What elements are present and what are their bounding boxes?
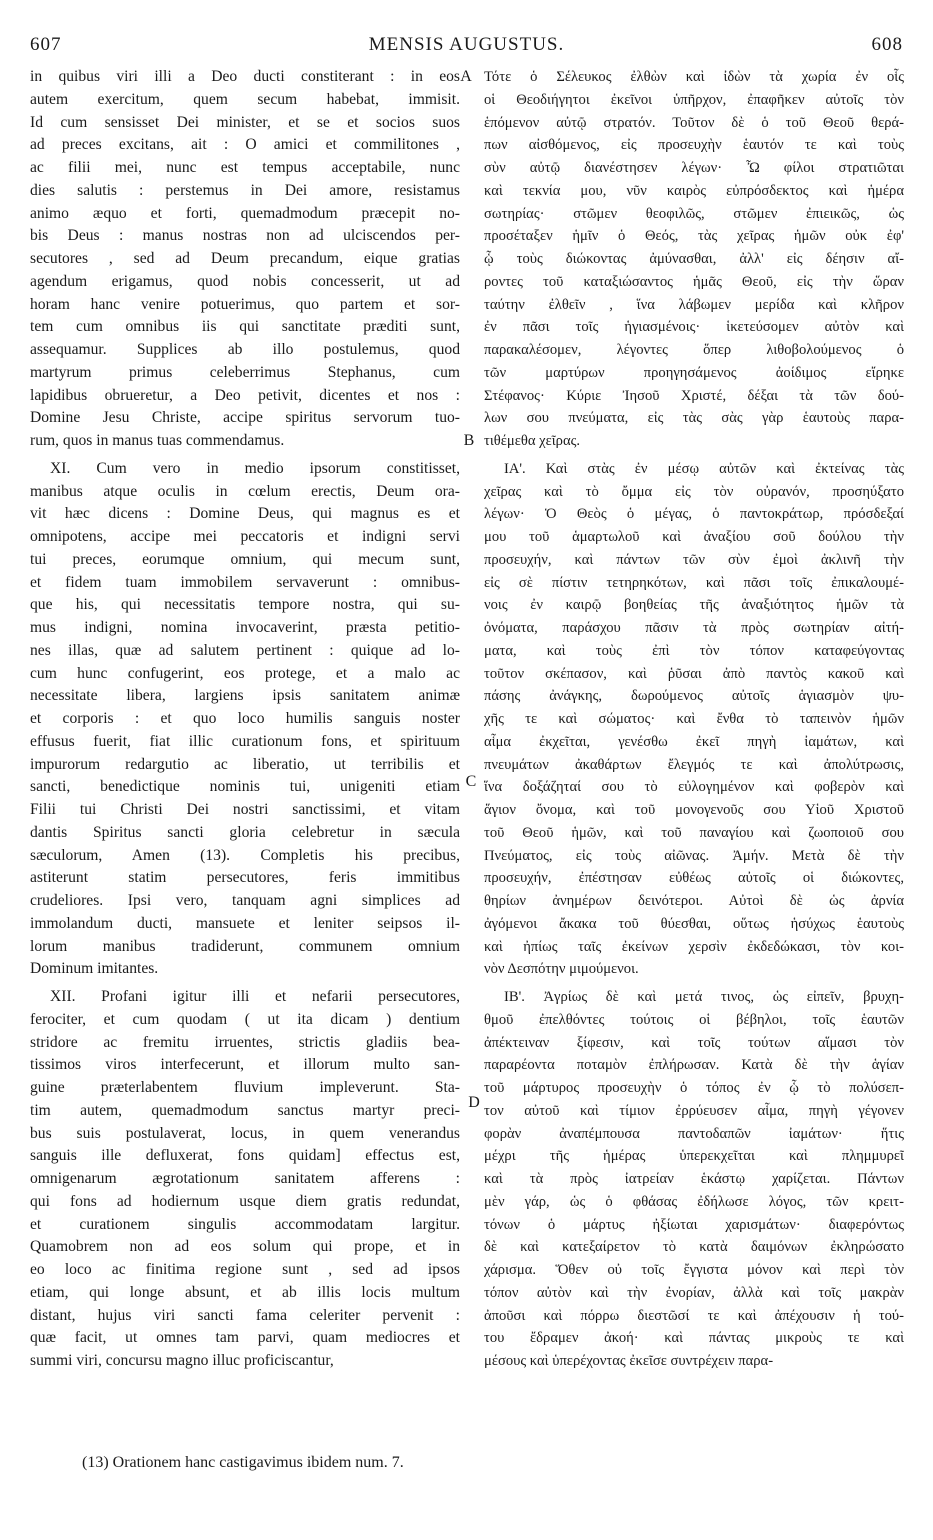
- text-line: νὸν Δεσπότην μιμούμενοι.: [484, 961, 639, 978]
- text-line: martyrum primus celeberrimus Stephanus, cum: [30, 363, 460, 381]
- text-line: crudeliores. Ipsi vero, tanquam agni simplices ad: [30, 892, 460, 909]
- text-line: XII. Profani igitur illi et nefarii persecutores,: [50, 988, 460, 1005]
- text-line: πνευμάτων ἀκαθάρτων ἔλεγμός τε καὶ ἀπολύτρωσις,: [484, 756, 904, 773]
- text-line: eo loco ac finitima regione sunt , sed ad ipsos: [30, 1261, 460, 1278]
- text-line: ταύτην ἐλθεῖν , ἵνα λάβωμεν μερίδα καὶ κλῆρον: [484, 296, 904, 313]
- text-line: προσευχήν, καὶ πάντων τῶν σὺν ἐμοὶ ἀκλινῆ τὴν: [484, 551, 904, 568]
- text-line: autem exercitum, quem secum habebat, immisit.: [30, 90, 460, 108]
- text-line: παρακαλέσομεν, λέγοντες ὅπερ λιθοβολούμενος ὁ: [484, 342, 904, 358]
- text-line: νοις ἐν καιρῷ βοηθείας τῆς ἀναξιότητος ἡμῶν τὰ: [484, 597, 904, 614]
- text-line: astiterunt statim persecutores, feris immitibus: [30, 869, 460, 887]
- text-line: παραρέοντα ποταμὸν ἐπλήρωσαν. Κατὰ δὲ τὴν ἁγίαν: [484, 1057, 904, 1074]
- text-line: Στέφανος· Κύριε Ἰησοῦ Χριστέ, δέξαι τὰ τῶν δού-: [484, 387, 904, 404]
- text-line: μὲν γάρ, ὡς ὁ φθάσας ἐδήλωσε λόγος, τῶν κρειτ-: [484, 1193, 904, 1210]
- text-line: ἀπέκτειναν ξίφεσιν, καὶ τοῖς τούτων αἵμασι τὸν: [484, 1034, 904, 1051]
- greek-column: [484, 66, 904, 1373]
- text-line: tim autem, quemadmodum sanctus martyr preci-: [30, 1101, 460, 1119]
- text-line: ροντες τοῦ καταξιώσαντος ἡμᾶς Θεοῦ, εἰς τὴν ὥραν: [484, 273, 904, 290]
- text-line: sæculorum, Amen (13). Completis his precibus,: [30, 846, 460, 864]
- text-line: τῶν μαρτύρων προηγησάμενος ἀοίδιμος εἴρηκε: [484, 364, 904, 381]
- text-line: impurorum redargutio ac liberatio, ut terribilis et: [30, 755, 460, 773]
- text-line: ΙΑ'. Καὶ στὰς ἐν μέσῳ αὐτῶν καὶ ἐκτείνας τὰς: [504, 460, 904, 477]
- text-line: lorum manibus tradiderunt, communem omnium: [30, 937, 460, 955]
- text-line: χάρισμα. Ὅθεν οὐ τοῖς ἔγγιστα μόνον καὶ περὶ τὸν: [484, 1262, 904, 1278]
- text-line: θηρίων ἀνημέρων δεινότεροι. Αὐτοὶ δὲ ὡς ἀρνία: [484, 893, 904, 909]
- text-line: τον αὐτοῦ καὶ τίμιον ἐρρύευσεν αἷμα, πηγὴ γέγονεν: [484, 1102, 904, 1119]
- text-line: λων σου πνεύματα, εἰς τὰς σὰς γὰρ ἑαυτοὺς παρα-: [484, 410, 904, 427]
- text-line: summi viri, concursu magno illuc proficiscantur,: [30, 1352, 334, 1369]
- text-line: ματα, καὶ τοὺς ἐπὶ τὸν τόπον καταφεύγοντας: [484, 642, 904, 659]
- margin-marker-c: C: [465, 773, 477, 790]
- text-line: τοῦτον σκέπασον, καὶ ῥῦσαι ἀπὸ παντὸς κακοῦ καὶ: [484, 665, 904, 682]
- text-line: distant, hujus viri sancti fama celeriter pervenit :: [30, 1306, 460, 1324]
- text-line: agendum erigamus, quod nobis concesserit, ut ad: [30, 272, 460, 290]
- text-line: ἐν πᾶσι τοῖς ἡγιασμένοις· ἱκετεύσομεν αὐτὸν καὶ: [484, 319, 904, 336]
- text-line: omnipotens, accipe mei peccatoris et indigni servi: [30, 528, 460, 545]
- text-line: que his, qui necessitatis tempore nostra, qui su-: [30, 596, 460, 614]
- text-line: τόνων ὁ μάρτυς ἠξίωται χαρισμάτων· διαφερόντως: [484, 1216, 904, 1233]
- text-line: ἀποῦσι καὶ πόρρω διεστῶσί τε καὶ ἀπέχουσιν ἡ τού-: [484, 1307, 904, 1324]
- text-line: vit hæc dicens : Domine Deus, qui magnus es et: [30, 505, 460, 523]
- text-line: ἅγιον ὄνομα, καὶ τοῦ μονογενοῦς σου Υἱοῦ Χριστοῦ: [484, 802, 904, 818]
- text-line: assequamur. Supplices ab illo postulemus, quod: [30, 341, 460, 358]
- text-line: qui fons ad hodiernum usque diem gratis redundat,: [30, 1192, 460, 1210]
- latin-column: [30, 66, 460, 1373]
- text-line: λέγων· Ὁ Θεὸς ὁ μέγας, ὁ παντοκράτωρ, πρόσδεξαί: [484, 506, 904, 523]
- text-line: secutores , sed ad Deum precandum, eique gratias: [30, 250, 460, 267]
- text-line: ὀνόματα, παράσχου πᾶσιν τὰ πρὸς σωτηρίαν αἰτή-: [484, 620, 904, 636]
- text-line: προσευχήν, ἐπέστησαν εὐθέως αὐτοῖς οἱ διώκοντες,: [484, 870, 904, 887]
- text-line: Τότε ὁ Σέλευκος ἐλθὼν καὶ ἰδὼν τὰ χωρία ἐν οἷς: [484, 69, 904, 85]
- margin-marker-d: D: [468, 1094, 480, 1111]
- text-line: εἰς σὲ πίστιν τετηρηκότων, καὶ πᾶσι τοῖς ἐπικαλουμέ-: [484, 574, 904, 591]
- text-line: θμοῦ ἐπελθόντες τούτοις οἱ βέβηλοι, τοῖς ἑαυτῶν: [484, 1011, 904, 1028]
- text-line: ΙΒ'. Ἀγρίως δὲ καὶ μετά τινος, ὡς εἰπεῖν, βρυχη-: [504, 989, 904, 1005]
- text-line: πάσης ἀνάγκης, δωρούμενος αὐτοῖς ἁγιασμὸν ψυ-: [484, 688, 904, 705]
- text-line: sancti, benedictique nominis tui, unigeniti etiam: [30, 778, 460, 796]
- text-line: omnigenarum ægrotationum sanitatem afferens :: [30, 1170, 460, 1187]
- text-line: dantis Spiritus sancti gloria celebretur in sæcula: [30, 823, 460, 841]
- text-line: τοῦ Θεοῦ ἡμῶν, καὶ τοῦ παναγίου καὶ ζωοποιοῦ σου: [484, 824, 904, 841]
- running-head: [30, 34, 903, 58]
- text-line: ἀγόμενοι ἄκακα τοῦ θύεσθαι, οὕτως ἡσύχως ἑαυτοὺς: [484, 915, 904, 932]
- text-line: Quamobrem non ad eos solum qui prope, et in: [30, 1238, 460, 1256]
- text-line: immolandum ducti, mansuete et leniter seipsos il-: [30, 914, 460, 932]
- text-line: tui preces, eorumque omnium, qui mecum sunt,: [30, 550, 460, 568]
- text-line: et curationem singulis accommodatam largitur.: [30, 1215, 460, 1233]
- text-line: guine præterlabentem fluvium impleverunt. Sta-: [30, 1079, 460, 1096]
- page-number-left: 607: [30, 34, 62, 55]
- text-line: μέχρι τῆς ἡμέρας ὑπερεκχεῖται καὶ πλημμυρεῖ: [484, 1148, 904, 1165]
- margin-marker-b: B: [463, 432, 475, 449]
- margin-marker-a: A: [460, 68, 472, 85]
- text-line: σὺν αὐτῷ διανέστησεν λέγων· Ὦ φίλοι στρατιῶται: [484, 160, 904, 176]
- text-line: ᾧ τοὺς διώκοντας ἀμύνασθαι, ἀλλ' εἰς δέησιν αἴ-: [484, 251, 904, 267]
- text-line: Πνεύματος, εἰς τοὺς αἰῶνας. Ἀμήν. Μετὰ δὲ τὴν: [484, 847, 904, 864]
- text-line: Dominum imitantes.: [30, 960, 159, 978]
- text-line: Filii tui Christi Dei nostri sanctissimi, et vitam: [30, 801, 460, 818]
- text-line: Id cum sensisset Dei minister, et se et socios suos: [30, 113, 460, 131]
- text-line: quæ facit, ut omnes tam parvi, quam mediocres et: [30, 1329, 460, 1347]
- text-line: καὶ τὰ πρὸς ἰατρείαν ἑκάστῳ χαρίζεται. Πάντων: [484, 1171, 904, 1187]
- text-line: stridore ac fremitu irruentes, strictis gladiis bea-: [30, 1033, 460, 1051]
- text-line: τοῦ μάρτυρος προσευχὴν ὁ τόπος ἐν ᾧ τὸ πολύσεπ-: [484, 1080, 904, 1096]
- text-line: XI. Cum vero in medio ipsorum constitisset,: [50, 459, 460, 477]
- text-line: φορὰν ἀναπέμπουσα παντοδαπῶν ἰαμάτων· ἥτις: [484, 1125, 904, 1142]
- page-title: MENSIS AUGUSTUS.: [368, 34, 565, 55]
- text-line: bis Deus : manus nostras non ad ulciscendos per-: [30, 227, 460, 245]
- text-line: χῆς τε καὶ σώματος· καὶ ἔνθα τὸ ταπεινὸν ἡμῶν: [484, 711, 904, 727]
- text-line: μέσους καὶ ὑπερέχοντας ἐκεῖσε συντρέχειν παρα-: [484, 1353, 774, 1369]
- text-line: μου τοῦ ἁμαρτωλοῦ καὶ ἀναξίου σοῦ δούλου τὴν: [484, 529, 904, 545]
- text-line: et corporis : et quo loco humilis sanguis noster: [30, 710, 460, 727]
- text-line: ac filii mei, nunc est tempus acceptabile, nunc: [30, 159, 460, 176]
- text-line: rum, quos in manus tuas commendamus.: [30, 432, 285, 449]
- text-line: Domine Jesu Christe, accipe spiritus servorum tuo-: [30, 409, 460, 427]
- text-line: lapidibus obrueretur, a Deo petivit, dicentes et nos :: [30, 386, 460, 404]
- text-line: cum hunc confugerint, eos protege, et a malo ac: [30, 664, 460, 682]
- text-line: καὶ τεκνία μου, νῦν καιρὸς εὐπρόσδεκτος καὶ ἡμέρα: [484, 182, 904, 199]
- page-number-right: 608: [871, 34, 903, 55]
- text-line: οἱ Θεοδιήγητοι ἐκεῖνοι ὑπῆρχον, ἐπαφῆκεν αὐτοῖς τὸν: [484, 91, 904, 108]
- text-line: in quibus viri illi a Deo ducti constiterant : in eos: [30, 68, 460, 85]
- text-line: δὲ καὶ κατεξαίρετον τὸ κατὰ δαιμόνων ἐκληρώσατο: [484, 1239, 904, 1256]
- text-line: τόπον αὐτὸν καὶ τὴν ἐνορίαν, ἀλλὰ καὶ τοῖς μακρὰν: [484, 1284, 904, 1301]
- text-line: αἷμα ἐκχεῖται, γενέσθω ἐκεῖ πηγὴ ἰαμάτων, καὶ: [484, 733, 904, 750]
- text-line: necessitate libera, largiens ipsis sanitatem animæ: [30, 687, 460, 705]
- footnote: (13) Orationem hanc castigavimus ibidem num. 7.: [82, 1454, 404, 1471]
- text-line: ἑπόμενον αὐτῷ στρατόν. Τοῦτον δὲ ὁ τοῦ Θεοῦ θερά-: [484, 114, 904, 131]
- text-line: dies salutis : perstemus in Dei amore, resistamus: [30, 181, 460, 199]
- text-line: tissimos viros interfecerunt, et illorum multo san-: [30, 1056, 460, 1074]
- text-line: tem cum omnibus iis qui sanctitate præditi sunt,: [30, 318, 460, 336]
- text-line: τιθέμεθα χεῖρας.: [484, 433, 581, 449]
- text-line: etiam, qui longe absunt, et ab illis locis multum: [30, 1283, 460, 1301]
- text-line: σωτηρίας· στῶμεν θεοφιλῶς, στῶμεν ἐπιεικῶς, ὡς: [484, 205, 904, 222]
- text-line: et fidem tuam immobilem servaverunt : omnibus-: [30, 573, 460, 591]
- text-line: καὶ ἠπίως ταῖς ἐκείνων χερσὶν ἐκδεδώκασι, τὸν κοι-: [484, 938, 904, 955]
- text-line: ἵνα δοξάζηταί σου τὸ εὐλογημένον καὶ φοβερὸν καὶ: [484, 779, 904, 796]
- text-line: effusus fuerit, fiat illic curationum fons, et spirituum: [30, 732, 460, 750]
- text-line: χεῖρας καὶ τὸ ὄμμα εἰς τὸν οὐρανόν, προσηύξατο: [484, 483, 904, 500]
- text-line: bus suis postulaverat, locus, in quem venerandus: [30, 1124, 460, 1142]
- text-line: ferociter, et cum quodam ( ut ita dicam ) dentium: [30, 1010, 460, 1028]
- text-line: πων αἰσθόμενος, εἰς προσευχὴν ἑαυτόν τε καὶ τοὺς: [484, 137, 904, 154]
- text-line: ad preces excitans, ait : O amici et commilitones ,: [30, 136, 460, 154]
- text-line: του ἔδραμεν ἀκοή· καὶ πάντας μικροὺς τε καὶ: [484, 1330, 904, 1347]
- text-line: nes illas, quæ ad salutem pertinent : quique ad lo-: [30, 641, 460, 659]
- text-line: animo æquo et forti, quemadmodum præcepit no-: [30, 204, 460, 222]
- text-line: horam hanc venire potuerimus, quo partem et sor-: [30, 295, 460, 313]
- text-line: sanguis ille defluxerat, fons quidam] effectus est,: [30, 1147, 460, 1165]
- text-line: manibus atque oculis in cœlum erectis, Deum ora-: [30, 482, 460, 500]
- text-line: προσέταξεν ἡμῖν ὁ Θεός, τὰς χεῖρας ἡμῶν οὐκ ἐφ': [484, 228, 904, 245]
- text-line: mus indigni, nomina invocaverint, præsta petitio-: [30, 619, 460, 636]
